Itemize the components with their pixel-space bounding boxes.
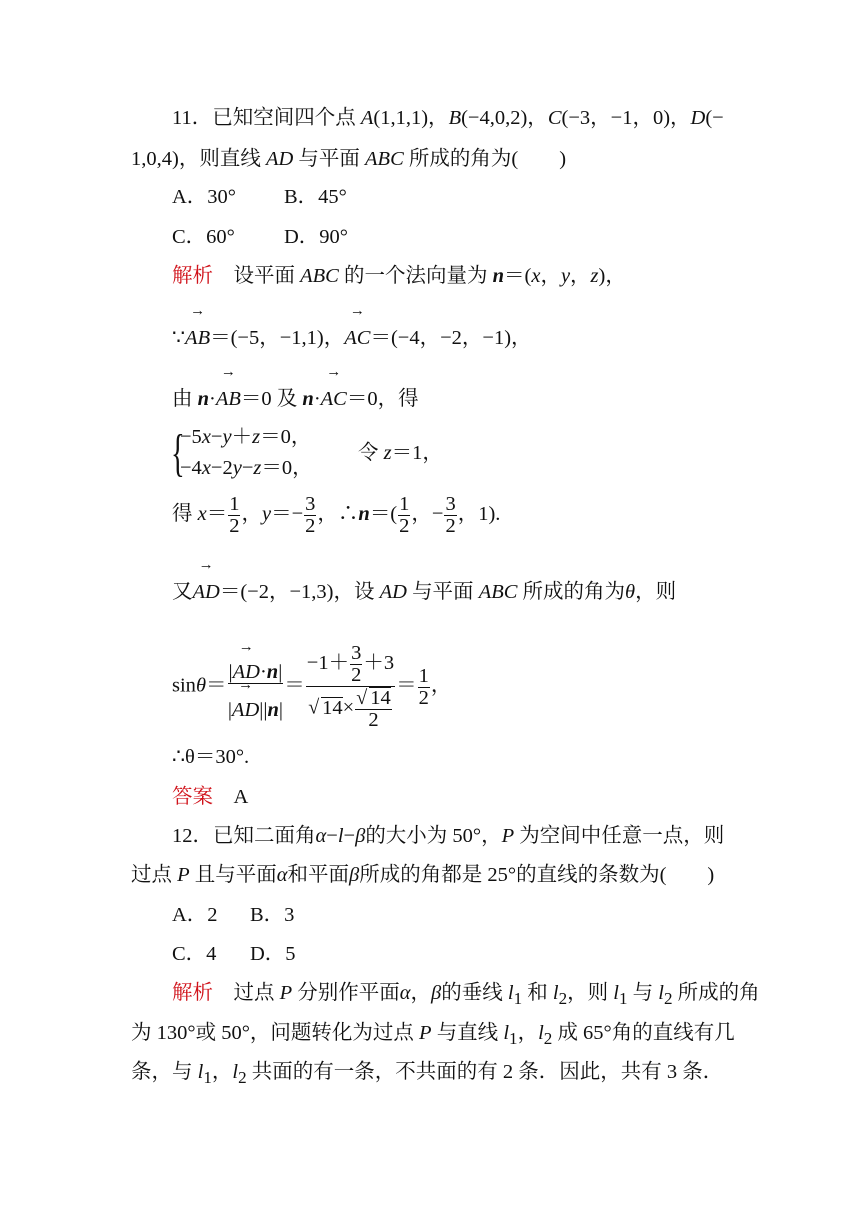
fraction-1-2: $\frac{1}{2}$	[229, 493, 240, 537]
value-fraction: −1＋ $\frac{3}{2}$ ＋3 √ 14× $\frac{√ 14}{2}$	[306, 642, 395, 731]
q12-option-b: B．3	[250, 904, 295, 926]
fraction-1-2: $\frac{1}{2}$	[418, 664, 429, 709]
q11-solution-line6: 又→ AD＝(−2，−1,3)，设 AD 与平面 ABC 所成的角为θ，则	[172, 580, 676, 604]
fraction-3-2: $\frac{3}{2}$	[445, 493, 456, 537]
q11-solution-line3: 由 n·→ AB＝0 及 n·→ AC＝0，得	[172, 387, 419, 411]
answer-label: 答案	[172, 786, 213, 808]
q11-stem-line2: 1,0,4)，则直线 AD 与平面 ABC 所成的角为( )	[131, 148, 567, 170]
q11-solution-line5: 得 x＝ $\frac{1}{2}$ ，y＝− $\frac{3}{2}$ ，∴n＝( $\frac{1}{2}$ ，− $\frac{3}{2}$ ，1).	[172, 493, 501, 537]
q12-solution-line1: 解析 过点 P 分别作平面α，β的垂线 $l_1$ 和 $l_2$，则 $l_1$ 与 $l_2$ 所成的角	[172, 982, 760, 1009]
q11-solution-line2: ∵→ AB＝(−5，−1,1)，→ AC＝(−4，−2，−1)，	[172, 326, 532, 350]
fraction-3-2: $\frac{3}{2}$	[305, 493, 316, 537]
q12-solution-line3: 条，与 $l_1$，$l_2$ 共面的有一条，不共面的有 2 条．因此，共有 3 条．	[131, 1061, 724, 1088]
q11-option-d: D．90°	[284, 226, 349, 248]
q11-equation-1: −5x−y＋z＝0，	[180, 426, 312, 448]
q11-option-b: B．45°	[284, 186, 347, 208]
fraction-1-2: $\frac{1}{2}$	[399, 493, 410, 537]
q11-solution-line1: 解析 设平面 ABC 的一个法向量为 n＝(x，y，z)，	[172, 265, 626, 287]
q11-theta-result: ∴θ＝30°.	[172, 746, 250, 768]
q11-jiexi-label: 解析	[172, 265, 213, 287]
q12-stem-line1: 12．已知二面角α−l−β的大小为 50°，P 为空间中任意一点，则	[172, 825, 725, 847]
q12-stem-line2: 过点 P 且与平面α和平面β所成的角都是 25°的直线的条数为( )	[131, 864, 715, 886]
q12-jiexi-label: 解析	[172, 982, 213, 1004]
equation-system-brace: {	[171, 425, 185, 482]
q12-solution-line2: 为 130°或 50°，问题转化为过点 P 与直线 $l_1$，$l_2$ 成 65°角的直线有几	[131, 1022, 735, 1049]
q11-option-c: C．60°	[172, 226, 235, 248]
q11-option-a: A．30°	[172, 186, 237, 208]
q11-let-z: 令 z＝1，	[358, 442, 443, 464]
answer-value: A	[233, 786, 249, 808]
q11-answer	[172, 785, 248, 809]
q12-option-a: A．2	[172, 904, 218, 926]
q11-equation-2: −4x−2y−z＝0，	[180, 457, 313, 479]
q11-stem-line1: 11．已知空间四个点 A(1,1,1)，B(−4,0,2)，C(−3，−1，0)，D(−	[172, 107, 724, 129]
q12-option-c: C．4	[172, 943, 217, 965]
sin-fraction: $\frac{|\to AD\cdot n|}{|\to AD||n|}$	[228, 648, 284, 721]
q11-sin-formula: sinθ＝ $\frac{|\to AD\cdot n|}{|\to AD||n|}$ ＝ −1＋ $\frac{3}{2}$ ＋3 √ 14× $\frac{√ 14}{2}$ ＝ $\frac{1}{2}$ ，	[172, 643, 451, 731]
q12-option-d: D．5	[250, 943, 296, 965]
